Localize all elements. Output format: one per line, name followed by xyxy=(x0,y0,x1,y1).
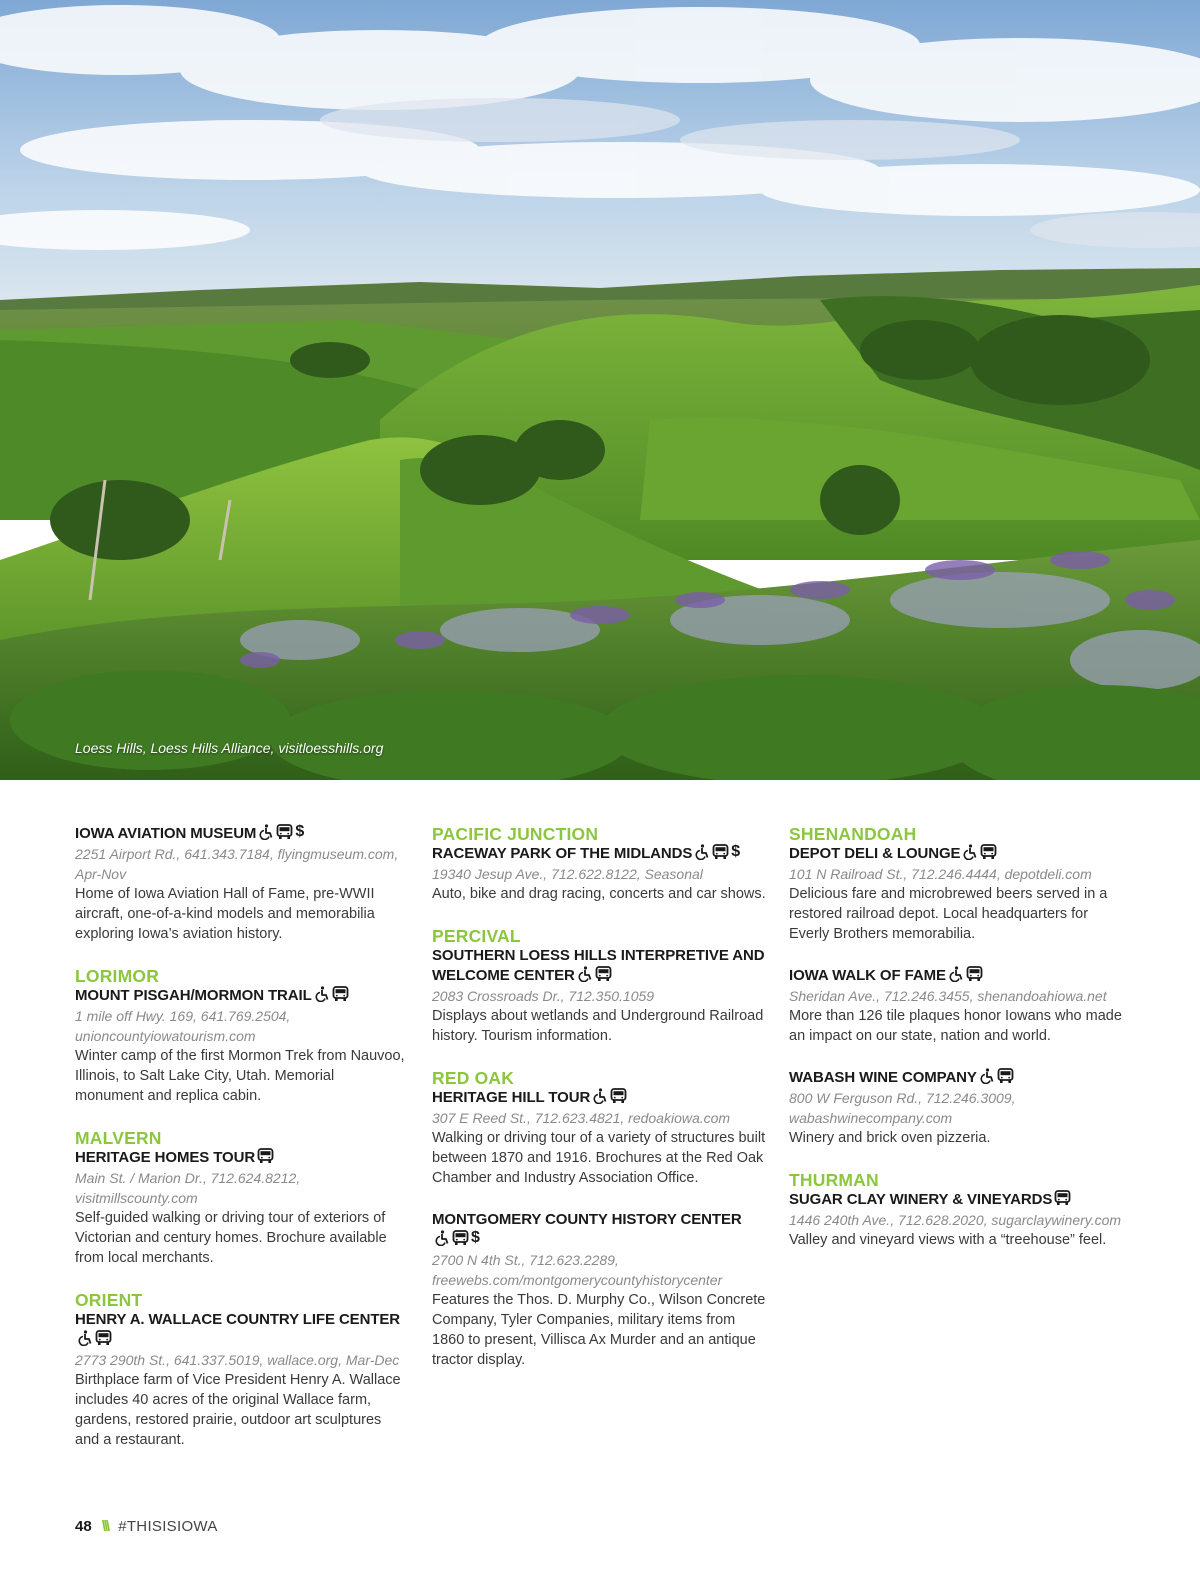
attraction-address: Sheridan Ave., 712.246.3455, shenandoahiowa.net xyxy=(789,988,1107,1004)
attraction-entry xyxy=(789,1068,1129,1148)
attraction-name-text: HERITAGE HOMES TOUR xyxy=(75,1149,256,1166)
wheelchair-icon xyxy=(694,844,710,860)
wheelchair-icon xyxy=(592,1088,608,1104)
bus-icon xyxy=(997,1068,1014,1084)
page-footer xyxy=(75,1518,218,1535)
attraction-name-text: DEPOT DELI & LOUNGE xyxy=(789,845,961,862)
amenity-icons xyxy=(592,1088,627,1104)
attraction-name xyxy=(432,946,767,986)
attraction-entry xyxy=(789,844,1129,944)
attraction-description: Displays about wetlands and Underground Railroad history. Tourism information. xyxy=(432,1008,764,1044)
attraction-name xyxy=(75,824,405,844)
attraction-address: 2700 N 4th St., 712.623.2289, freewebs.com/montgomerycountyhistorycenter xyxy=(432,1252,723,1288)
attraction-description: Walking or driving tour of a variety of structures built between 1870 and 1916. Brochures at the Red Oak Chamber and Industry Association Office. xyxy=(432,1130,766,1186)
attraction-description: Winter camp of the first Mormon Trek from Nauvoo, Illinois, to Salt Lake City, Utah. Memorial monument and replica cabin. xyxy=(75,1048,405,1104)
attraction-description: Delicious fare and microbrewed beers served in a restored railroad depot. Local headquarters for Everly Brothers memorabilia. xyxy=(789,886,1108,942)
attraction-address: 2773 290th St., 641.337.5019, wallace.org, Mar-Dec xyxy=(75,1352,400,1368)
attraction-description: More than 126 tile plaques honor Iowans who made an impact on our state, nation and world. xyxy=(789,1008,1122,1044)
attraction-address: 2083 Crossroads Dr., 712.350.1059 xyxy=(432,988,655,1004)
bus-icon xyxy=(712,844,729,860)
attraction-entry xyxy=(789,966,1129,1046)
town-heading: SHENANDOAH xyxy=(789,824,917,844)
attraction-name xyxy=(789,844,1129,864)
attraction-name-text: HERITAGE HILL TOUR xyxy=(432,1089,591,1106)
footer-hashtag: #THISISIOWA xyxy=(118,1518,218,1535)
amenity-icons xyxy=(258,824,304,840)
attraction-name-text: SUGAR CLAY WINERY & VINEYARDS xyxy=(789,1191,1053,1208)
attraction-address: 1446 240th Ave., 712.628.2020, sugarclaywinery.com xyxy=(789,1212,1122,1228)
attraction-description: Birthplace farm of Vice President Henry A. Wallace includes 40 acres of the original Wallace farm, gardens, restored prairie, outdoor art sculptures and a restaurant. xyxy=(75,1372,401,1448)
town-heading: THURMAN xyxy=(789,1170,879,1190)
amenity-icons xyxy=(1054,1190,1071,1206)
bus-icon xyxy=(276,824,293,840)
attraction-entry xyxy=(75,1148,405,1268)
attraction-name xyxy=(75,1148,405,1168)
listing-column-3 xyxy=(789,824,1129,1272)
town-heading: ORIENT xyxy=(75,1290,143,1310)
dollar-icon: $ xyxy=(471,1229,480,1246)
attraction-name-text: WABASH WINE COMPANY xyxy=(789,1069,977,1086)
attraction-description: Features the Thos. D. Murphy Co., Wilson Concrete Company, Tyler Companies, military items from 1860 to present, Villisca Ax Murder and an antique tractor display. xyxy=(432,1292,766,1368)
attraction-name-text: IOWA WALK OF FAME xyxy=(789,967,946,984)
bus-icon xyxy=(980,844,997,860)
attraction-entry xyxy=(75,1310,405,1450)
wheelchair-icon xyxy=(434,1230,450,1246)
loess-hills-landscape xyxy=(0,0,1200,780)
attraction-name-text: HENRY A. WALLACE COUNTRY LIFE CENTER xyxy=(75,1311,401,1328)
dollar-icon: $ xyxy=(731,843,741,860)
attraction-name xyxy=(789,966,1129,986)
footer-separator: \\\ xyxy=(101,1518,109,1535)
dollar-icon: $ xyxy=(295,823,305,840)
attraction-name-text: MOUNT PISGAH/MORMON TRAIL xyxy=(75,987,312,1004)
attraction-name-text: RACEWAY PARK OF THE MIDLANDS xyxy=(432,845,693,862)
attraction-entry xyxy=(432,1088,767,1188)
attraction-address: 2251 Airport Rd., 641.343.7184, flyingmuseum.com, Apr-Nov xyxy=(75,846,399,882)
bus-icon xyxy=(257,1148,274,1164)
wheelchair-icon xyxy=(77,1330,93,1346)
hero-photo xyxy=(0,0,1200,780)
bus-icon xyxy=(966,966,983,982)
listing-column-2 xyxy=(432,824,767,1392)
attraction-address: 19340 Jesup Ave., 712.622.8122, Seasonal xyxy=(432,866,703,882)
attraction-address: 101 N Railroad St., 712.246.4444, depotdeli.com xyxy=(789,866,1092,882)
attraction-entry xyxy=(75,824,405,944)
bus-icon xyxy=(95,1330,112,1346)
attraction-name xyxy=(789,1068,1129,1088)
attraction-entry xyxy=(789,1190,1129,1250)
town-heading: PERCIVAL xyxy=(432,926,521,946)
attraction-name-text: MONTGOMERY COUNTY HISTORY CENTER xyxy=(432,1211,742,1228)
attraction-name xyxy=(75,1310,405,1350)
wheelchair-icon xyxy=(314,986,330,1002)
wheelchair-icon xyxy=(948,966,964,982)
town-heading: MALVERN xyxy=(75,1128,162,1148)
attraction-address: 307 E Reed St., 712.623.4821, redoakiowa.com xyxy=(432,1110,731,1126)
bus-icon xyxy=(332,986,349,1002)
wheelchair-icon xyxy=(258,824,274,840)
amenity-icons xyxy=(962,844,997,860)
amenity-icons xyxy=(948,966,983,982)
attraction-address: Main St. / Marion Dr., 712.624.8212, visitmillscounty.com xyxy=(75,1170,301,1206)
attraction-address: 1 mile off Hwy. 169, 641.769.2504, unioncountyiowatourism.com xyxy=(75,1008,291,1044)
amenity-icons xyxy=(257,1148,274,1164)
attraction-name-text: IOWA AVIATION MUSEUM xyxy=(75,825,257,842)
amenity-icons xyxy=(577,966,612,982)
attraction-name xyxy=(75,986,405,1006)
listing-column-1 xyxy=(75,824,405,1472)
amenity-icons xyxy=(694,844,740,860)
amenity-icons xyxy=(979,1068,1014,1084)
attraction-entry xyxy=(75,986,405,1106)
amenity-icons xyxy=(77,1330,112,1346)
attraction-description: Auto, bike and drag racing, concerts and car shows. xyxy=(432,886,766,902)
bus-icon xyxy=(610,1088,627,1104)
photo-caption: Loess Hills, Loess Hills Alliance, visitloesshills.org xyxy=(75,740,384,756)
attraction-name xyxy=(432,1088,767,1108)
wheelchair-icon xyxy=(962,844,978,860)
attraction-description: Valley and vineyard views with a “treehouse” feel. xyxy=(789,1232,1107,1248)
amenity-icons xyxy=(314,986,349,1002)
attraction-name xyxy=(432,1210,767,1250)
town-heading: PACIFIC JUNCTION xyxy=(432,824,599,844)
bus-icon xyxy=(1054,1190,1071,1206)
attraction-name-text: SOUTHERN LOESS HILLS INTERPRETIVE AND WELCOME CENTER xyxy=(432,947,765,984)
page-number: 48 xyxy=(75,1518,92,1535)
wheelchair-icon xyxy=(577,966,593,982)
amenity-icons xyxy=(434,1230,480,1246)
attraction-entry xyxy=(432,1210,767,1370)
bus-icon xyxy=(595,966,612,982)
attraction-description: Winery and brick oven pizzeria. xyxy=(789,1130,991,1146)
attraction-description: Home of Iowa Aviation Hall of Fame, pre-WWII aircraft, one-of-a-kind models and memorabilia exploring Iowa’s aviation history. xyxy=(75,886,375,942)
bus-icon xyxy=(452,1230,469,1246)
attraction-entry xyxy=(432,844,767,904)
attraction-address: 800 W Ferguson Rd., 712.246.3009, wabashwinecompany.com xyxy=(789,1090,1016,1126)
attraction-name xyxy=(789,1190,1129,1210)
wheelchair-icon xyxy=(979,1068,995,1084)
attraction-name xyxy=(432,844,767,864)
attraction-entry xyxy=(432,946,767,1046)
town-heading: RED OAK xyxy=(432,1068,515,1088)
town-heading: LORIMOR xyxy=(75,966,160,986)
attraction-description: Self-guided walking or driving tour of exteriors of Victorian and century homes. Brochure available from local merchants. xyxy=(75,1210,387,1266)
